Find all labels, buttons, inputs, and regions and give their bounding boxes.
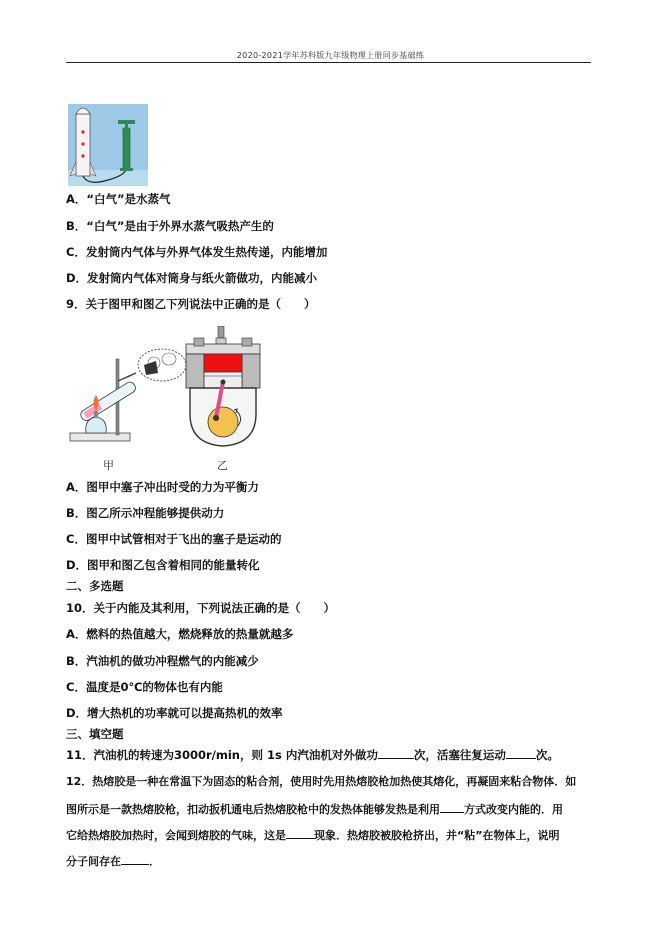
q8-option-b: B．“白气”是由于外界水蒸气吸热产生的 — [66, 219, 274, 233]
spark-plug — [216, 338, 226, 344]
q8-option-d: D．发射筒内气体对筒身与纸火箭做功，内能减小 — [66, 271, 318, 285]
test-tube-figure — [66, 345, 188, 450]
q9-option-b: B．图乙所示冲程能够提供动力 — [66, 506, 225, 520]
q12-blank-2 — [286, 827, 314, 839]
q11-blank-1 — [378, 747, 414, 759]
q8-option-a: A．“白气”是水蒸气 — [66, 192, 171, 206]
page-header: 2020-2021学年苏科版九年级物理上册同步基础练 — [236, 51, 425, 60]
engine-cylinder-figure — [184, 326, 262, 450]
q11-text-1: 11．汽油机的转速为3000r/min，则 1s 内汽油机对外做功 — [66, 748, 378, 762]
section-fill-in: 三、填空题 — [66, 727, 124, 741]
header-rule — [66, 62, 591, 63]
q10-option-b: B．汽油机的做功冲程燃气的内能减少 — [66, 654, 259, 668]
q12-text-3b: 现象．热熔胶被胶枪挤出，并“粘”在物体上，说明 — [314, 829, 560, 842]
q10-option-a: A．燃料的热值越大，燃烧释放的热量就越多 — [66, 627, 294, 641]
q12-text-2b: 方式改变内能的．用 — [464, 803, 563, 816]
q8-option-c: C．发射筒内气体与外界气体发生热传递，内能增加 — [66, 245, 328, 259]
q12-line-1: 12．热熔胶是一种在常温下为固态的粘合剂，使用时先用热熔胶枪加热使其熔化，再凝固来粘合物体．如 — [66, 775, 577, 788]
caption-jia: 甲 — [103, 459, 114, 472]
combustion-chamber — [204, 354, 242, 372]
q11 — [66, 747, 559, 763]
q12-text-4a: 分子间存在 — [66, 855, 121, 868]
q11-blank-2 — [506, 747, 536, 759]
q10-stem: 10．关于内能及其利用，下列说法正确的是（ ） — [66, 601, 336, 615]
q12-text-3a: 它给热熔胶加热时，会闻到熔胶的气味，这是 — [66, 829, 286, 842]
q12-text-4b: ． — [149, 855, 160, 868]
q10-option-d: D．增大热机的功率就可以提高热机的效率 — [66, 706, 283, 720]
q9-option-c: C．图甲中试管相对于飞出的塞子是运动的 — [66, 532, 282, 546]
q11-text-3: 次。 — [535, 748, 559, 762]
q12-line-4 — [66, 853, 160, 870]
q9-option-d: D．图甲和图乙包含着相同的能量转化 — [66, 558, 260, 572]
section-multiple-choice: 二、多选题 — [66, 579, 124, 593]
caption-yi: 乙 — [217, 459, 228, 472]
q9-stem: 9．关于图甲和图乙下列说法中正确的是（ ） — [66, 297, 316, 311]
q12-text-2a: 图所示是一款热熔胶枪，扣动扳机通电后热熔胶枪中的发热体能够发热是利用 — [66, 803, 440, 816]
rocket-launcher-figure — [68, 104, 148, 186]
q12-line-2 — [66, 801, 563, 818]
q10-option-c: C．温度是0℃的物体也有内能 — [66, 680, 223, 694]
q9-option-a: A．图甲中塞子冲出时受的力为平衡力 — [66, 480, 259, 494]
q12-blank-3 — [121, 853, 149, 865]
q11-text-2: 次，活塞往复运动 — [413, 748, 506, 762]
q12-blank-1 — [440, 801, 464, 813]
air-pump — [123, 128, 130, 170]
q12-line-3 — [66, 827, 559, 844]
